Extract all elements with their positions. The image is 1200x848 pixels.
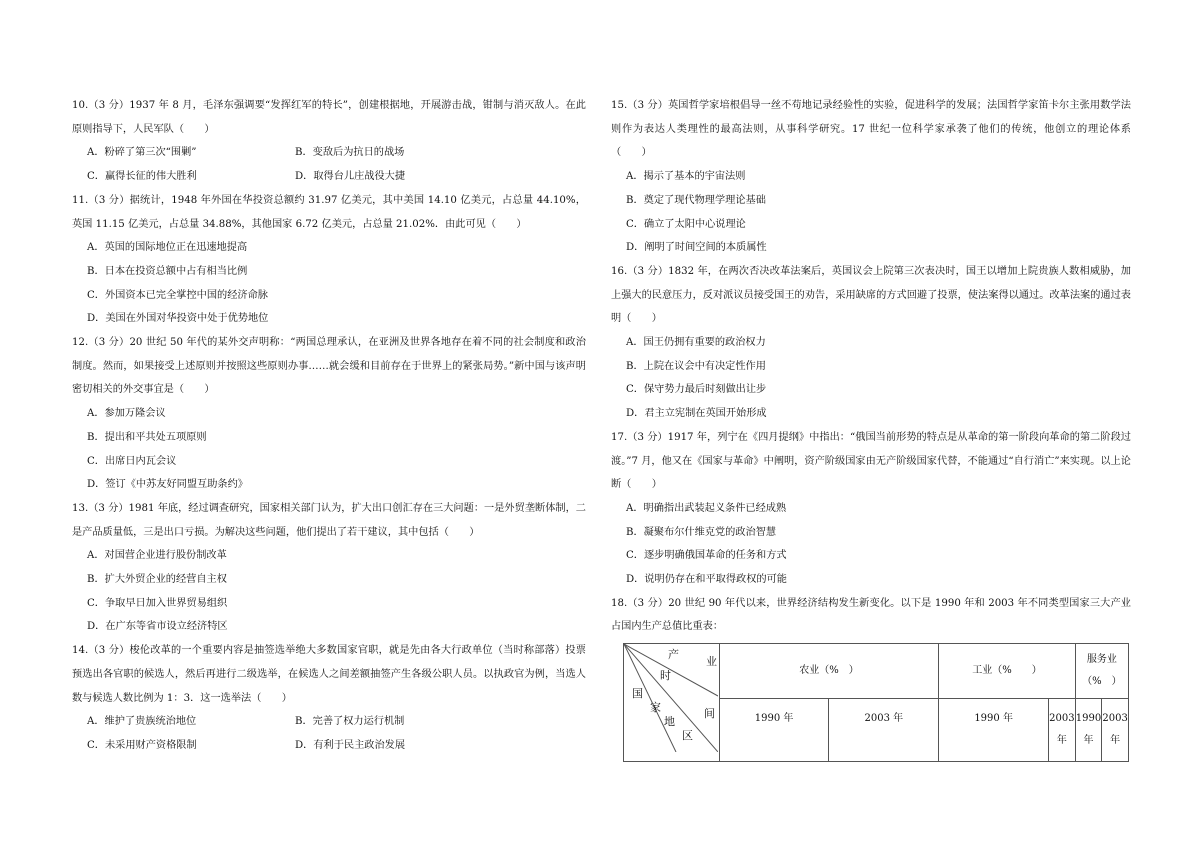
option-A: A．明确指出武装起义条件已经成熟 [626, 502, 787, 514]
header-service-line2: （% ） [1082, 676, 1122, 688]
question-number: 17. [611, 431, 628, 443]
question-12 [72, 331, 586, 497]
question-10 [72, 94, 586, 189]
question-stem [611, 260, 1131, 331]
header-agriculture: 农业（% ） [719, 644, 939, 699]
diag-label-top-2: 业 [706, 655, 717, 669]
question-number: 14. [72, 645, 89, 657]
option-B: B．扩大外贸企业的经营自主权 [87, 574, 227, 586]
question-16 [611, 260, 1131, 426]
option-row [72, 734, 586, 758]
question-14 [72, 639, 586, 758]
question-text: （3 分）20 世纪 50 年代的某外交声明称：“两国总理承认，在亚洲及世界各地存在着不同的社会制度和政治制度。然而，如果接受上述原则并按照这些原则办事……就会缓和目前存在于世界上的紧张局势。”新中国与该声明密切相关的外交事宜是（ ） [72, 337, 586, 396]
year-agri-1990: 1990 年 [719, 699, 829, 762]
diag-label-left-2: 家 [650, 701, 661, 715]
option-A: A．粉碎了第三次“围剿” [87, 147, 197, 159]
question-text: （3 分）据统计，1948 年外国在华投资总额约 31.97 亿美元，其中美国 14.10 亿美元，占总量 44.10%，英国 11.15 亿美元，占总量 34.88%，其他国家 6.72 亿美元，占总量 21.02%．由此可见（ ） [72, 194, 586, 230]
option-B: B．变敌后为抗日的战场 [295, 147, 405, 159]
header-industry: 工业（% ） [939, 644, 1075, 699]
question-text: （3 分）英国哲学家培根倡导一丝不苟地记录经验性的实验，促进科学的发展；法国哲学家笛卡尔主张用数学法则作为表达人类理性的最高法则，从事科学研究。17 世纪一位科学家承袭了他们的传统，他创立的理论体系（ ） [611, 100, 1131, 159]
diagonal-header-cell [624, 644, 720, 762]
year-ind-2003 [1049, 699, 1076, 762]
option-D: D．签订《中苏友好同盟互助条约》 [87, 479, 248, 491]
question-number: 15. [611, 100, 628, 111]
year-agri-2003: 2003 年 [829, 699, 939, 762]
option-B: B．凝聚布尔什维克党的政治智慧 [626, 526, 777, 538]
question-stem [72, 189, 586, 236]
question-stem [611, 94, 1131, 165]
year-svc-2003-line1: 2003 [1102, 713, 1128, 725]
option-A: A．对国营企业进行股份制改革 [87, 550, 227, 562]
option-D: D．有利于民主政治发展 [295, 739, 406, 751]
question-text: （3 分）梭伦改革的一个重要内容是抽签选举绝大多数国家官职，就是先由各大行政单位（当时称部落）投票预选出各官职的候选人，然后再进行二级选举，在候选人之间差额抽签产生各级公职人员。以执政官为例，当选人数与候选人数比例为 1：3．这一选举法（ ） [72, 645, 586, 704]
option-A: A．英国的国际地位正在迅速地提高 [87, 242, 248, 254]
header-service [1075, 644, 1128, 699]
diag-label-top-1: 产 [668, 648, 679, 662]
question-17 [611, 426, 1131, 592]
question-number: 13. [72, 502, 89, 514]
year-ind-2003-line1: 2003 [1049, 713, 1075, 725]
right-question-list [611, 94, 1131, 592]
year-ind-2003-line2: 年 [1056, 735, 1067, 747]
question-text: （3 分）1832 年，在两次否决改革法案后，英国议会上院第三次表决时，国王以增加上院贵族人数相威胁，加上强大的民意压力，反对派议员接受国王的劝告，采用缺席的方式回避了投票，使法案得以通过。改革法案的通过表明（ ） [611, 265, 1131, 325]
diag-label-bottom-2: 区 [682, 729, 693, 743]
year-ind-1990: 1990 年 [939, 699, 1049, 762]
question-number: 11. [72, 194, 89, 206]
year-svc-2003 [1102, 699, 1129, 762]
diag-label-mid-1: 时 [660, 669, 671, 683]
question-number: 16. [611, 265, 628, 277]
year-svc-1990-line1: 1990 [1075, 713, 1102, 725]
question-text: （3 分）20 世纪 90 年代以来，世界经济结构发生新变化。以下是 1990 年和 2003 年不同类型国家三大产业占国内生产总值比重表： [611, 597, 1131, 633]
option-B: B．上院在议会中有决定性作用 [626, 360, 766, 372]
option-D: D．在广东等省市设立经济特区 [87, 621, 228, 633]
option-D: D．美国在外国对华投资中处于优势地位 [87, 313, 269, 325]
option-A: A．揭示了基本的宇宙法则 [626, 171, 746, 183]
question-stem [611, 426, 1131, 497]
question-text: （3 分）1981 年底，经过调查研究，国家相关部门认为，扩大出口创汇存在三大问题：一是外贸垄断体制，二是产品质量低，三是出口亏损。为解决这些问题，他们提出了若干建议，其中包括（ ） [72, 502, 586, 538]
question-text: （3 分）1937 年 8 月，毛泽东强调要“发挥红军的特长”，创建根据地，开展游击战，钳制与消灭敌人。在此原则指导下，人民军队（ ） [72, 100, 586, 135]
option-row [72, 141, 586, 165]
option-B: B．提出和平共处五项原则 [87, 431, 207, 443]
option-C: C．外国资本已完全掌控中国的经济命脉 [87, 289, 268, 301]
option-D: D．取得台儿庄战役大捷 [295, 171, 406, 183]
left-column [72, 94, 586, 758]
option-row [72, 710, 586, 734]
option-B: B．日本在投资总额中占有相当比例 [87, 265, 248, 277]
diag-label-left-1: 国 [632, 687, 643, 701]
option-B: B．完善了权力运行机制 [295, 716, 405, 728]
option-A: A．国王仍拥有重要的政治权力 [626, 337, 766, 349]
question-stem [72, 639, 586, 710]
diag-label-mid-2: 间 [704, 707, 715, 721]
option-D: D．说明仍存在和平取得政权的可能 [626, 574, 787, 586]
question-15 [611, 94, 1131, 260]
option-D: D．君主立宪制在英国开始形成 [626, 408, 767, 420]
option-C: C．未采用财产资格限制 [87, 739, 197, 751]
option-C: C．争取早日加入世界贸易组织 [87, 597, 228, 609]
option-C: C．赢得长征的伟大胜利 [87, 171, 197, 183]
question-stem [72, 94, 586, 141]
diag-label-bottom-1: 地 [664, 715, 675, 729]
option-C: C．出席日内瓦会议 [87, 455, 177, 467]
year-svc-1990 [1075, 699, 1102, 762]
question-number: 18. [611, 597, 628, 609]
question-13 [72, 497, 586, 639]
option-row [72, 165, 586, 189]
option-A: A．维护了贵族统治地位 [87, 716, 197, 728]
question-11 [72, 189, 586, 331]
question-stem [72, 331, 586, 402]
question-number: 12. [72, 337, 89, 349]
industry-share-table [623, 643, 1129, 762]
option-C: C．确立了太阳中心说理论 [626, 218, 746, 230]
question-stem [611, 592, 1131, 639]
option-C: C．逐步明确俄国革命的任务和方式 [626, 550, 787, 562]
question-text: （3 分）1917 年，列宁在《四月提纲》中指出：“俄国当前形势的特点是从革命的第一阶段向革命的第二阶段过渡。”7 月，他又在《国家与革命》中阐明，资产阶级国家由无产阶级国家代替，不能通过“自行消亡”来实现。以上论断（ ） [611, 431, 1131, 491]
option-D: D．阐明了时间空间的本质属性 [626, 242, 767, 254]
right-column [611, 94, 1131, 762]
option-C: C．保守势力最后时刻做出让步 [626, 384, 767, 396]
question-number: 10. [72, 100, 89, 111]
header-service-line1: 服务业 [1086, 654, 1117, 666]
option-B: B．奠定了现代物理学理论基础 [626, 194, 766, 206]
year-svc-2003-line2: 年 [1110, 735, 1121, 747]
year-svc-1990-line2: 年 [1083, 735, 1094, 747]
question-stem [72, 497, 586, 544]
question-18 [611, 592, 1131, 762]
option-A: A．参加万隆会议 [87, 408, 166, 420]
